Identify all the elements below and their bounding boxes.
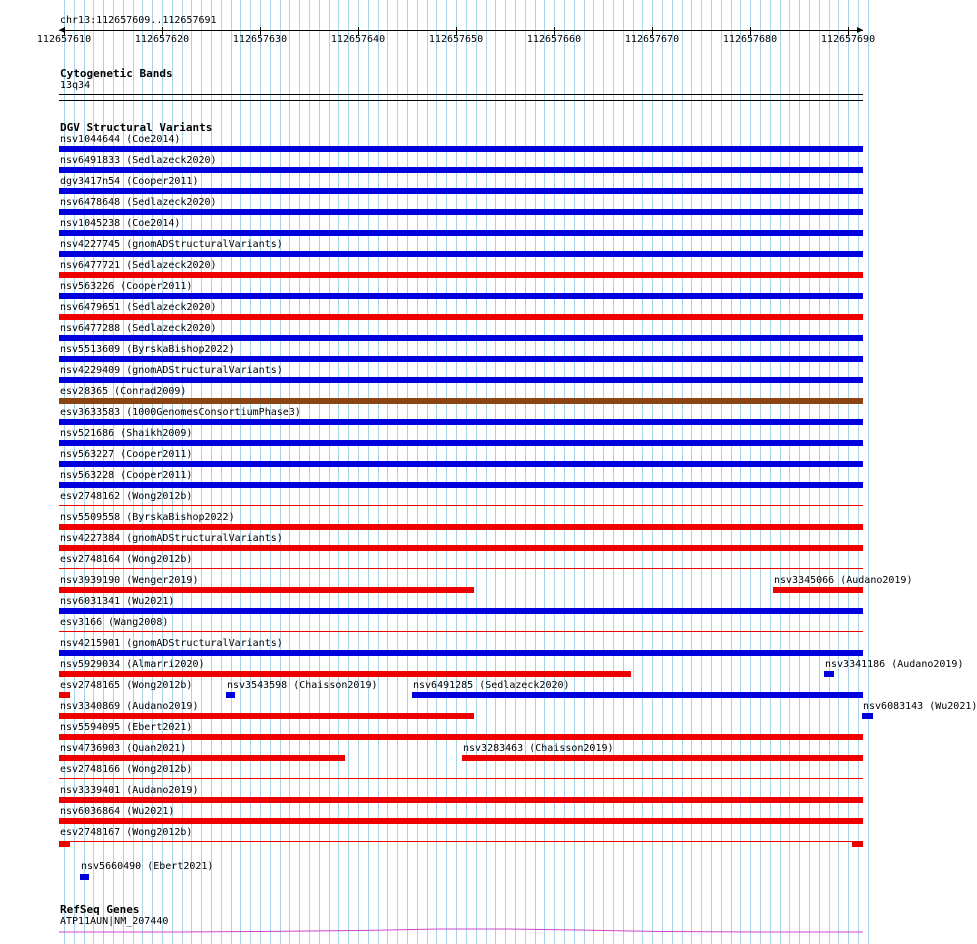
ruler-tick-label: 112657630 [232, 34, 288, 45]
ruler-tick-label: 112657610 [36, 34, 92, 45]
variant-label[interactable]: nsv4227384 (gnomADStructuralVariants) [60, 533, 283, 544]
variant-label[interactable]: nsv6478648 (Sedlazeck2020) [60, 197, 217, 208]
variant-outline[interactable] [59, 778, 863, 779]
variant-label[interactable]: esv2748167 (Wong2012b) [60, 827, 193, 838]
cytoband-bar[interactable] [59, 94, 863, 95]
variant-label[interactable]: nsv6477721 (Sedlazeck2020) [60, 260, 217, 271]
variant-bar[interactable] [59, 671, 631, 677]
variant-endcap[interactable] [59, 841, 70, 847]
variant-label[interactable]: nsv563227 (Cooper2011) [60, 449, 193, 460]
variant-label[interactable]: nsv3939190 (Wenger2019) [60, 575, 199, 586]
variant-label[interactable]: nsv4215901 (gnomADStructuralVariants) [60, 638, 283, 649]
variant-label[interactable]: nsv3543598 (Chaisson2019) [227, 680, 378, 691]
variant-label[interactable]: esv2748162 (Wong2012b) [60, 491, 193, 502]
variant-label[interactable]: nsv4229409 (gnomADStructuralVariants) [60, 365, 283, 376]
variant-label[interactable]: nsv5513609 (ByrskaBishop2022) [60, 344, 235, 355]
variant-bar[interactable] [59, 209, 863, 215]
variant-outline[interactable] [59, 568, 863, 569]
variant-bar[interactable] [226, 692, 235, 698]
variant-bar[interactable] [862, 713, 873, 719]
variant-bar[interactable] [59, 335, 863, 341]
variant-bar[interactable] [824, 671, 834, 677]
variant-label[interactable]: nsv6491833 (Sedlazeck2020) [60, 155, 217, 166]
ruler-tick-label: 112657680 [722, 34, 778, 45]
variant-label[interactable]: nsv3283463 (Chaisson2019) [463, 743, 614, 754]
variant-bar[interactable] [59, 230, 863, 236]
scroll-right-arrow-icon[interactable] [857, 27, 863, 33]
variant-label[interactable]: esv3633583 (1000GenomesConsortiumPhase3) [60, 407, 301, 418]
cytoband-label[interactable]: 13q34 [60, 80, 91, 91]
variant-bar[interactable] [59, 440, 863, 446]
variant-bar[interactable] [59, 482, 863, 488]
variant-label[interactable]: nsv6491285 (Sedlazeck2020) [413, 680, 570, 691]
refseq-track-title: RefSeq Genes [60, 903, 140, 916]
variant-label[interactable]: nsv5660490 (Ebert2021) [81, 861, 214, 872]
variant-label[interactable]: nsv1044644 (Coe2014) [60, 134, 181, 145]
variant-outline[interactable] [59, 631, 863, 632]
variant-bar[interactable] [59, 713, 474, 719]
variant-bar[interactable] [80, 874, 89, 880]
variant-outline[interactable] [59, 841, 863, 842]
variant-bar[interactable] [59, 734, 863, 740]
variant-bar[interactable] [59, 818, 863, 824]
variant-label[interactable]: dgv3417n54 (Cooper2011) [60, 176, 199, 187]
variant-bar[interactable] [59, 587, 474, 593]
dgv-track-title: DGV Structural Variants [60, 121, 213, 134]
variant-label[interactable]: nsv521686 (Shaikh2009) [60, 428, 193, 439]
variant-bar[interactable] [59, 650, 863, 656]
variant-bar[interactable] [59, 692, 70, 698]
ruler-tick-label: 112657670 [624, 34, 680, 45]
variant-label[interactable]: nsv6477288 (Sedlazeck2020) [60, 323, 217, 334]
ruler-tick-label: 112657620 [134, 34, 190, 45]
variant-bar[interactable] [59, 419, 863, 425]
variant-bar[interactable] [412, 692, 863, 698]
gene-label[interactable]: ATP11AUN|NM_207440 [60, 916, 169, 927]
variant-label[interactable]: nsv3339401 (Audano2019) [60, 785, 199, 796]
variant-bar[interactable] [59, 461, 863, 467]
variant-bar[interactable] [59, 398, 863, 404]
ruler-tick-label: 112657660 [526, 34, 582, 45]
track-separator [59, 100, 863, 101]
variant-bar[interactable] [59, 797, 863, 803]
variant-bar[interactable] [59, 167, 863, 173]
variant-label[interactable]: nsv1045238 (Coe2014) [60, 218, 181, 229]
variant-outline[interactable] [59, 505, 863, 506]
variant-label[interactable]: esv2748166 (Wong2012b) [60, 764, 193, 775]
variant-label[interactable]: nsv5594095 (Ebert2021) [60, 722, 193, 733]
location-label: chr13:112657609..112657691 [60, 15, 217, 26]
variant-label[interactable]: esv3166 (Wang2008) [60, 617, 169, 628]
variant-bar[interactable] [59, 251, 863, 257]
variant-bar[interactable] [59, 146, 863, 152]
variant-label[interactable]: nsv563228 (Cooper2011) [60, 470, 193, 481]
variant-bar[interactable] [59, 293, 863, 299]
variant-label[interactable]: nsv4736903 (Quan2021) [60, 743, 187, 754]
variant-bar[interactable] [59, 608, 863, 614]
variant-bar[interactable] [59, 524, 863, 530]
ruler-tick-label: 112657690 [820, 34, 876, 45]
variant-bar[interactable] [59, 377, 863, 383]
variant-bar[interactable] [59, 356, 863, 362]
variant-label[interactable]: nsv5509558 (ByrskaBishop2022) [60, 512, 235, 523]
variant-label[interactable]: nsv4227745 (gnomADStructuralVariants) [60, 239, 283, 250]
variant-label[interactable]: nsv6036864 (Wu2021) [60, 806, 175, 817]
ruler-line [59, 30, 863, 31]
gene-coverage-line[interactable] [59, 926, 863, 938]
variant-bar[interactable] [462, 755, 863, 761]
variant-bar[interactable] [773, 587, 863, 593]
variant-label[interactable]: nsv3340869 (Audano2019) [60, 701, 199, 712]
variant-label[interactable]: nsv6083143 (Wu2021) [863, 701, 977, 712]
variant-label[interactable]: esv28365 (Conrad2009) [60, 386, 187, 397]
variant-label[interactable]: esv2748165 (Wong2012b) [60, 680, 193, 691]
variant-label[interactable]: nsv5929034 (Almarri2020) [60, 659, 205, 670]
variant-endcap[interactable] [852, 841, 863, 847]
ruler-tick-label: 112657650 [428, 34, 484, 45]
variant-label[interactable]: nsv6479651 (Sedlazeck2020) [60, 302, 217, 313]
variant-label[interactable]: esv2748164 (Wong2012b) [60, 554, 193, 565]
variant-label[interactable]: nsv563226 (Cooper2011) [60, 281, 193, 292]
variant-bar[interactable] [59, 545, 863, 551]
variant-bar[interactable] [59, 272, 863, 278]
variant-bar[interactable] [59, 314, 863, 320]
variant-label[interactable]: nsv3341186 (Audano2019) [825, 659, 964, 670]
ruler-tick-label: 112657640 [330, 34, 386, 45]
variant-label[interactable]: nsv3345066 (Audano2019) [774, 575, 913, 586]
variant-label[interactable]: nsv6031341 (Wu2021) [60, 596, 175, 607]
variant-bar[interactable] [59, 755, 345, 761]
variant-bar[interactable] [59, 188, 863, 194]
cytoband-track-title: Cytogenetic Bands [60, 67, 173, 80]
grid-line [868, 0, 869, 944]
